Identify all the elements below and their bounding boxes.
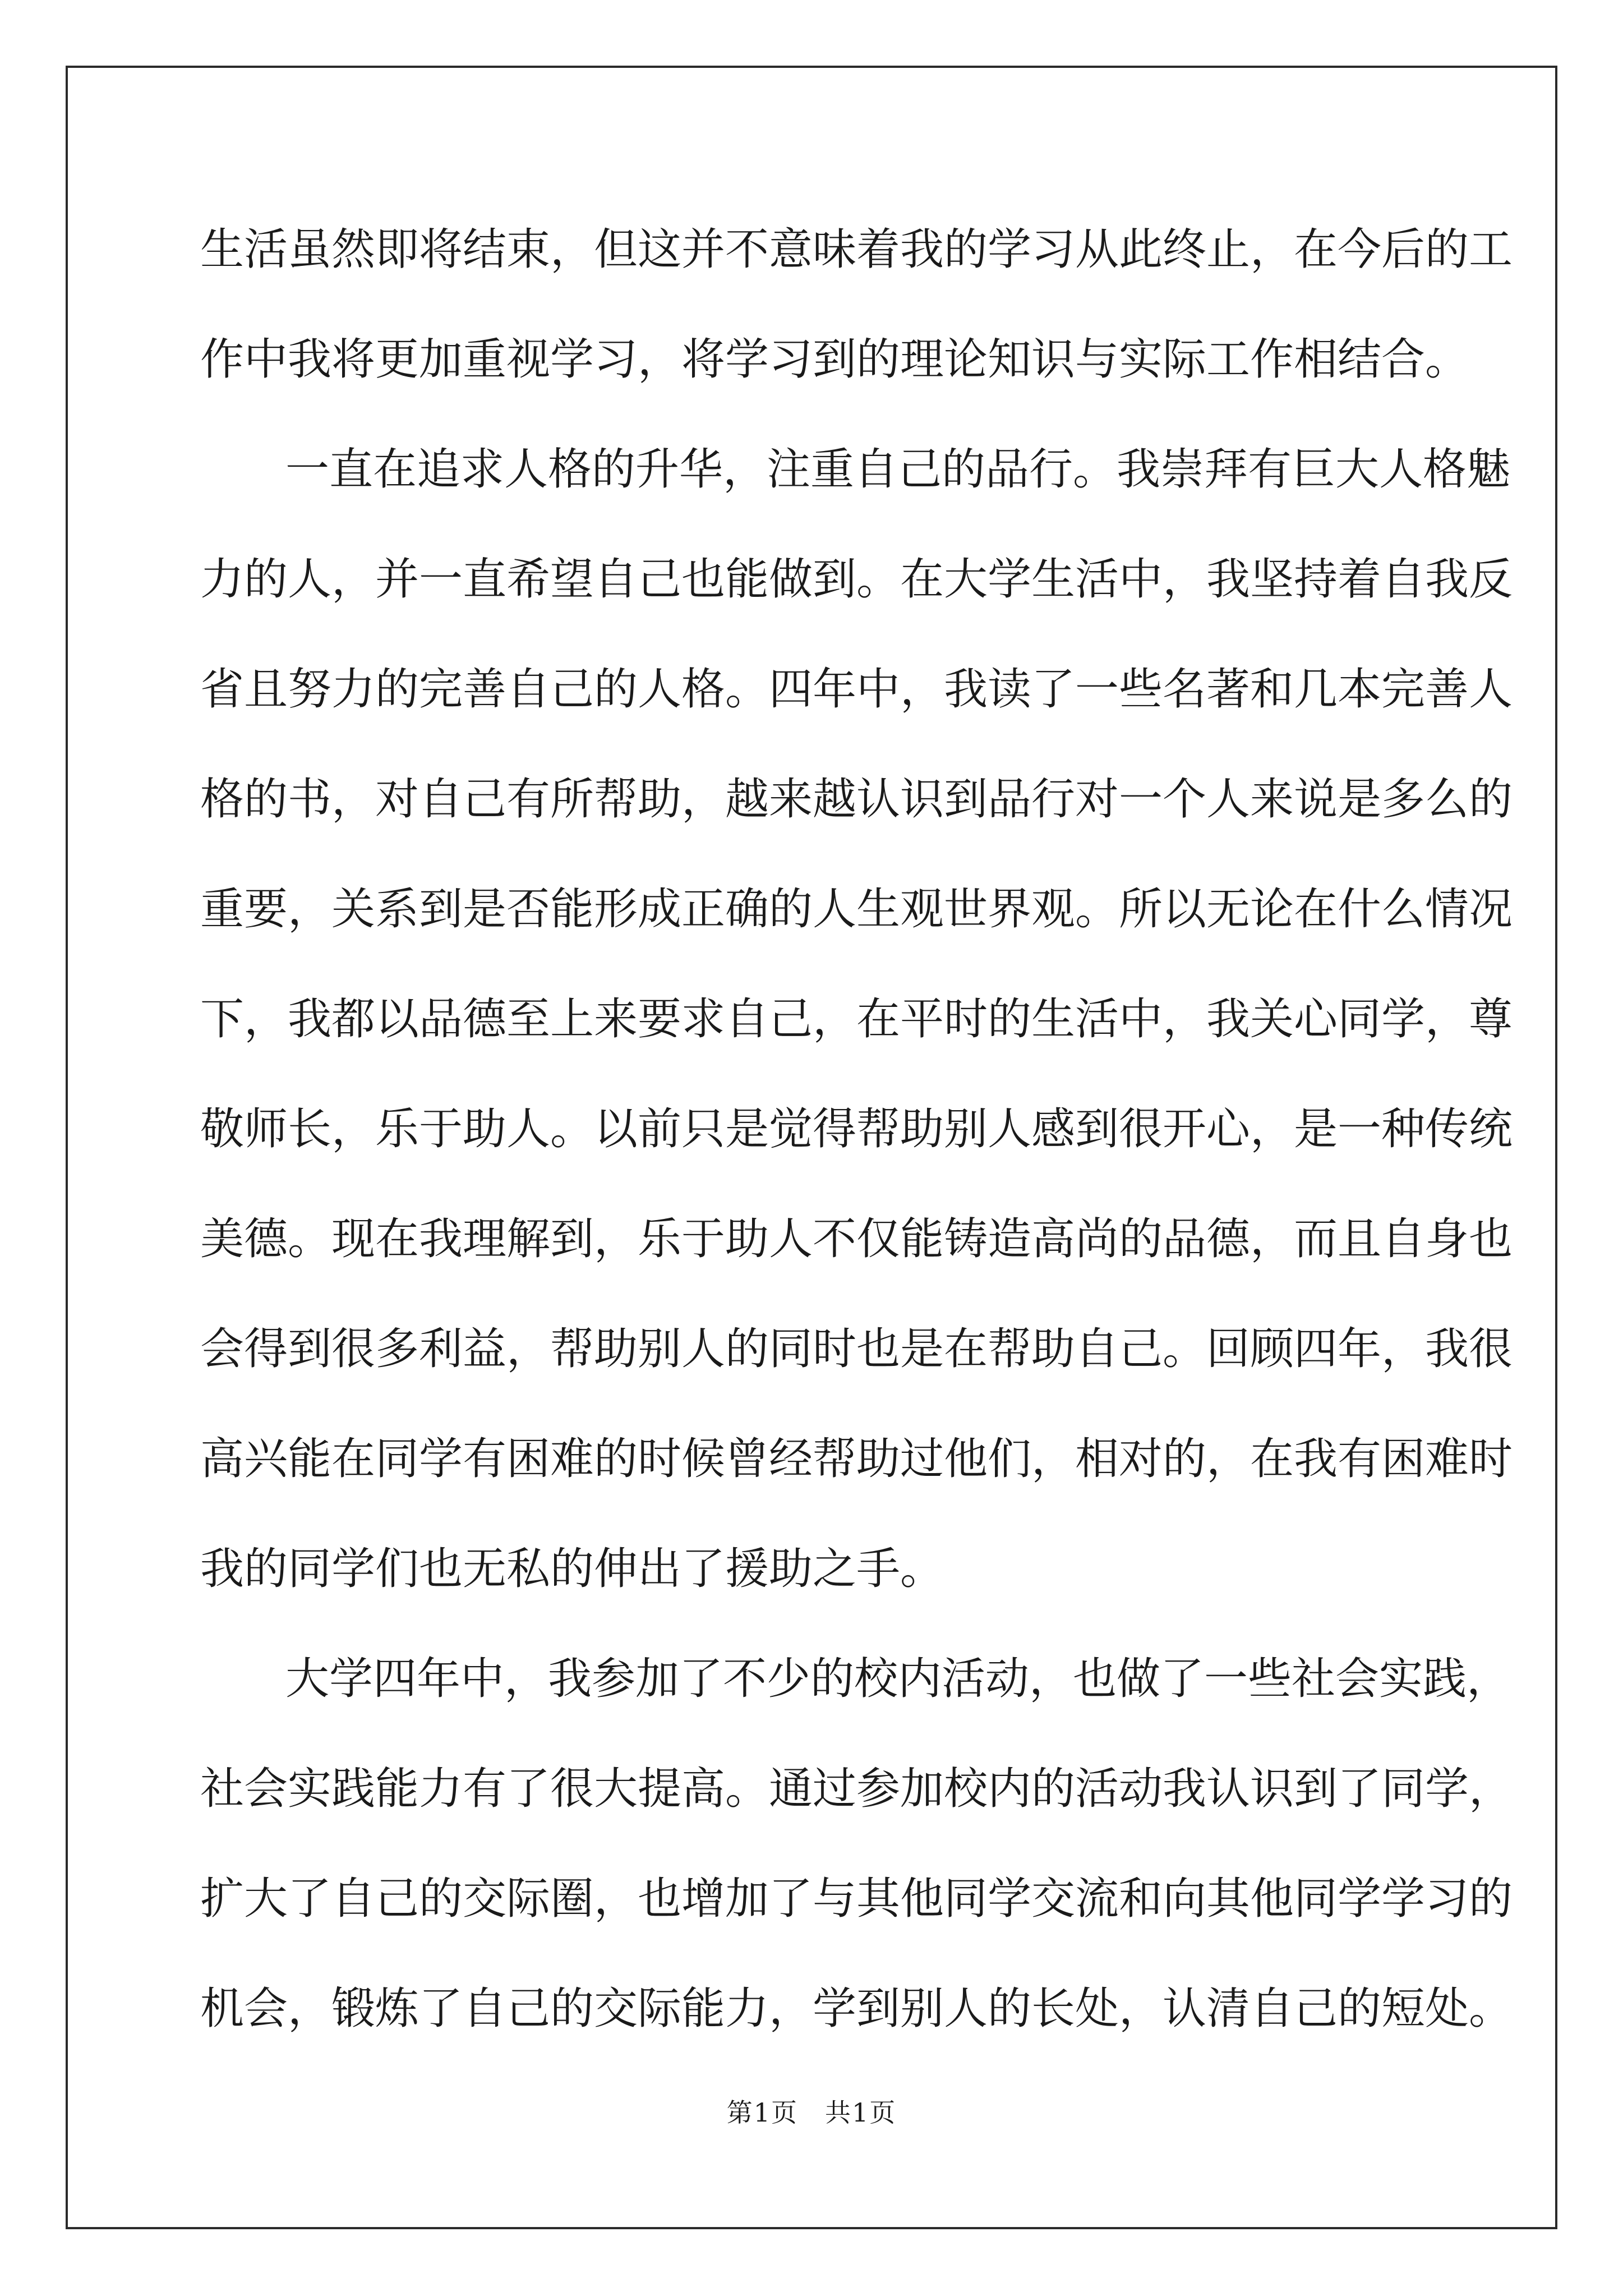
text-line: 重要，关系到是否能形成正确的人生观世界观。所以无论在什么情况 [200, 884, 1513, 935]
text-line: 格的书，对自己有所帮助，越来越认识到品行对一个人来说是多么的 [200, 774, 1513, 825]
text-line: 省且努力的完善自己的人格。四年中，我读了一些名著和几本完善人 [200, 664, 1513, 715]
text-line: 下，我都以品德至上来要求自己，在平时的生活中，我关心同学，尊 [200, 994, 1513, 1045]
text-line: 高兴能在同学有困难的时候曾经帮助过他们，相对的，在我有困难时 [200, 1434, 1513, 1484]
text-line: 一直在追求人格的升华，注重自己的品行。我崇拜有巨大人格魅 [285, 444, 1511, 495]
text-line: 社会实践能力有了很大提高。通过参加校内的活动我认识到了同学， [200, 1764, 1513, 1814]
text-line: 生活虽然即将结束，但这并不意味着我的学习从此终止，在今后的工 [200, 224, 1513, 275]
paragraph-2 [200, 425, 1513, 1634]
paragraph-3 [200, 1634, 1513, 2074]
text-line: 力的人，并一直希望自己也能做到。在大学生活中，我坚持着自我反 [200, 554, 1513, 605]
paragraph-1 [200, 205, 1513, 425]
text-line: 美德。现在我理解到，乐于助人不仅能铸造高尚的品德，而且自身也 [200, 1214, 1513, 1264]
text-line: 我的同学们也无私的伸出了援助之手。 [200, 1544, 944, 1594]
page-footer: 第1页 共1页 [726, 2097, 897, 2128]
text-line: 大学四年中，我参加了不少的校内活动，也做了一些社会实践， [285, 1654, 1511, 1704]
text-line: 扩大了自己的交际圈，也增加了与其他同学交流和向其他同学学习的 [200, 1874, 1513, 1924]
text-line: 机会，锻炼了自己的交际能力，学到别人的长处，认清自己的短处。 [200, 1984, 1513, 2034]
text-line: 会得到很多利益，帮助别人的同时也是在帮助自己。回顾四年，我很 [200, 1324, 1513, 1374]
text-line: 作中我将更加重视学习，将学习到的理论知识与实际工作相结合。 [200, 334, 1469, 385]
document-body [200, 205, 1513, 2074]
text-line: 敬师长，乐于助人。以前只是觉得帮助别人感到很开心，是一种传统 [200, 1104, 1513, 1154]
